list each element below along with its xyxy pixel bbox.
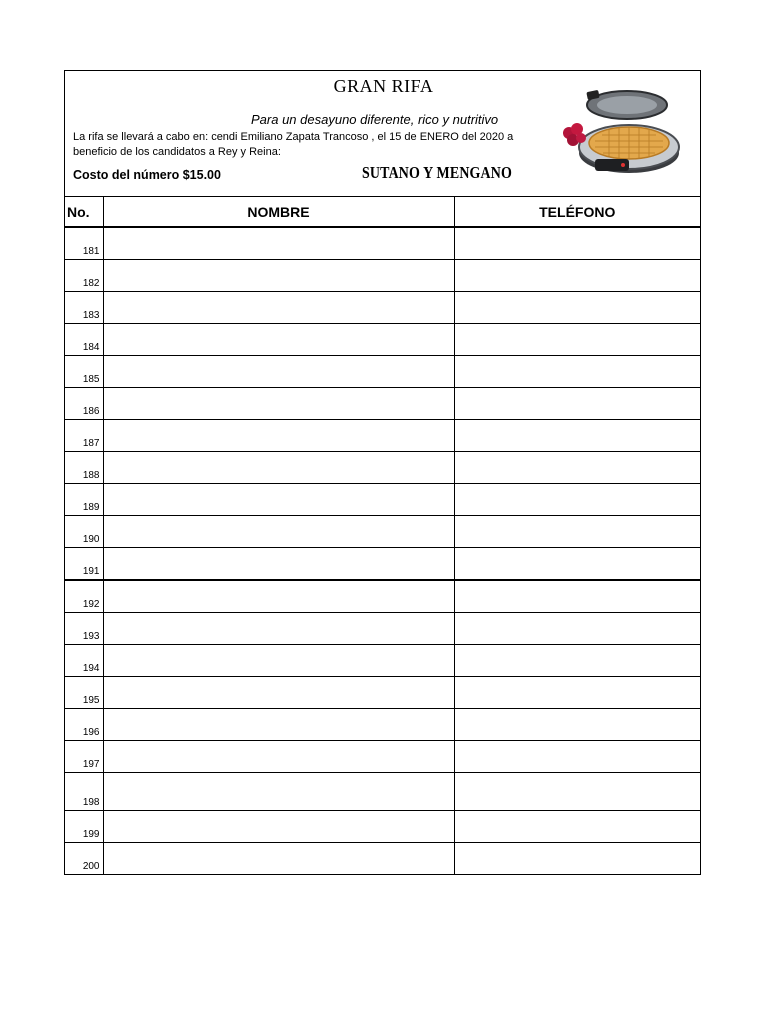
raffle-table [65,197,700,874]
phone-cell[interactable] [454,773,700,811]
ticket-number: 187 [65,420,103,452]
ticket-number: 182 [65,260,103,292]
phone-cell[interactable] [454,741,700,773]
ticket-number: 197 [65,741,103,773]
ticket-number: 183 [65,292,103,324]
ticket-number: 186 [65,388,103,420]
name-cell[interactable] [103,580,454,613]
phone-cell[interactable] [454,613,700,645]
table-row [65,356,700,388]
details-line-2: beneficio de los candidatos a Rey y Reina: [73,146,281,158]
ticket-number: 194 [65,645,103,677]
table-row [65,516,700,548]
table-header-row [65,197,700,227]
name-cell[interactable] [103,773,454,811]
details-line-1: La rifa se llevará a cabo en: cendi Emiliano Zapata Trancoso , el 15 de ENERO del 2020 a [73,131,514,143]
name-cell[interactable] [103,677,454,709]
ticket-number: 200 [65,843,103,875]
table-row [65,548,700,581]
name-cell[interactable] [103,741,454,773]
table-row [65,773,700,811]
name-cell[interactable] [103,227,454,260]
name-cell[interactable] [103,516,454,548]
ticket-number: 189 [65,484,103,516]
subtitle: Para un desayuno diferente, rico y nutritivo [251,112,499,127]
table-row [65,613,700,645]
name-cell[interactable] [103,292,454,324]
name-cell[interactable] [103,324,454,356]
ticket-number: 190 [65,516,103,548]
phone-cell[interactable] [454,260,700,292]
phone-cell[interactable] [454,292,700,324]
phone-cell[interactable] [454,645,700,677]
name-cell[interactable] [103,709,454,741]
phone-cell[interactable] [454,548,700,581]
table-row [65,843,700,875]
table-row [65,420,700,452]
table-row [65,645,700,677]
ticket-number: 184 [65,324,103,356]
name-cell[interactable] [103,843,454,875]
table-row [65,709,700,741]
ticket-number: 193 [65,613,103,645]
table-row [65,677,700,709]
phone-cell[interactable] [454,452,700,484]
column-header-nombre: NOMBRE [103,197,454,227]
raffle-sheet [64,70,701,875]
phone-cell[interactable] [454,484,700,516]
phone-cell[interactable] [454,388,700,420]
name-cell[interactable] [103,388,454,420]
candidates-names: SUTANO Y MENGANO [362,163,513,182]
name-cell[interactable] [103,811,454,843]
name-cell[interactable] [103,548,454,581]
page-title: GRAN RIFA [333,76,434,96]
ticket-number: 191 [65,548,103,581]
ticket-number: 188 [65,452,103,484]
ticket-number: 181 [65,227,103,260]
table-row [65,227,700,260]
ticket-cost: Costo del número $15.00 [73,168,221,182]
table-row [65,484,700,516]
ticket-number: 185 [65,356,103,388]
phone-cell[interactable] [454,227,700,260]
phone-cell[interactable] [454,677,700,709]
name-cell[interactable] [103,613,454,645]
table-row [65,580,700,613]
ticket-number: 198 [65,773,103,811]
ticket-number: 192 [65,580,103,613]
table-row [65,388,700,420]
table-row [65,811,700,843]
raffle-header [65,71,700,197]
column-header-telefono: TELÉFONO [454,197,700,227]
phone-cell[interactable] [454,709,700,741]
table-row [65,292,700,324]
waffle-maker-icon [557,83,689,183]
table-row [65,260,700,292]
table-row [65,324,700,356]
ticket-number: 195 [65,677,103,709]
phone-cell[interactable] [454,516,700,548]
phone-cell[interactable] [454,356,700,388]
column-header-no: No. [65,197,103,227]
name-cell[interactable] [103,356,454,388]
phone-cell[interactable] [454,420,700,452]
phone-cell[interactable] [454,811,700,843]
ticket-number: 199 [65,811,103,843]
table-row [65,452,700,484]
table-row [65,741,700,773]
name-cell[interactable] [103,260,454,292]
raffle-details [73,130,543,160]
name-cell[interactable] [103,420,454,452]
name-cell[interactable] [103,452,454,484]
phone-cell[interactable] [454,580,700,613]
name-cell[interactable] [103,484,454,516]
phone-cell[interactable] [454,324,700,356]
phone-cell[interactable] [454,843,700,875]
name-cell[interactable] [103,645,454,677]
ticket-number: 196 [65,709,103,741]
